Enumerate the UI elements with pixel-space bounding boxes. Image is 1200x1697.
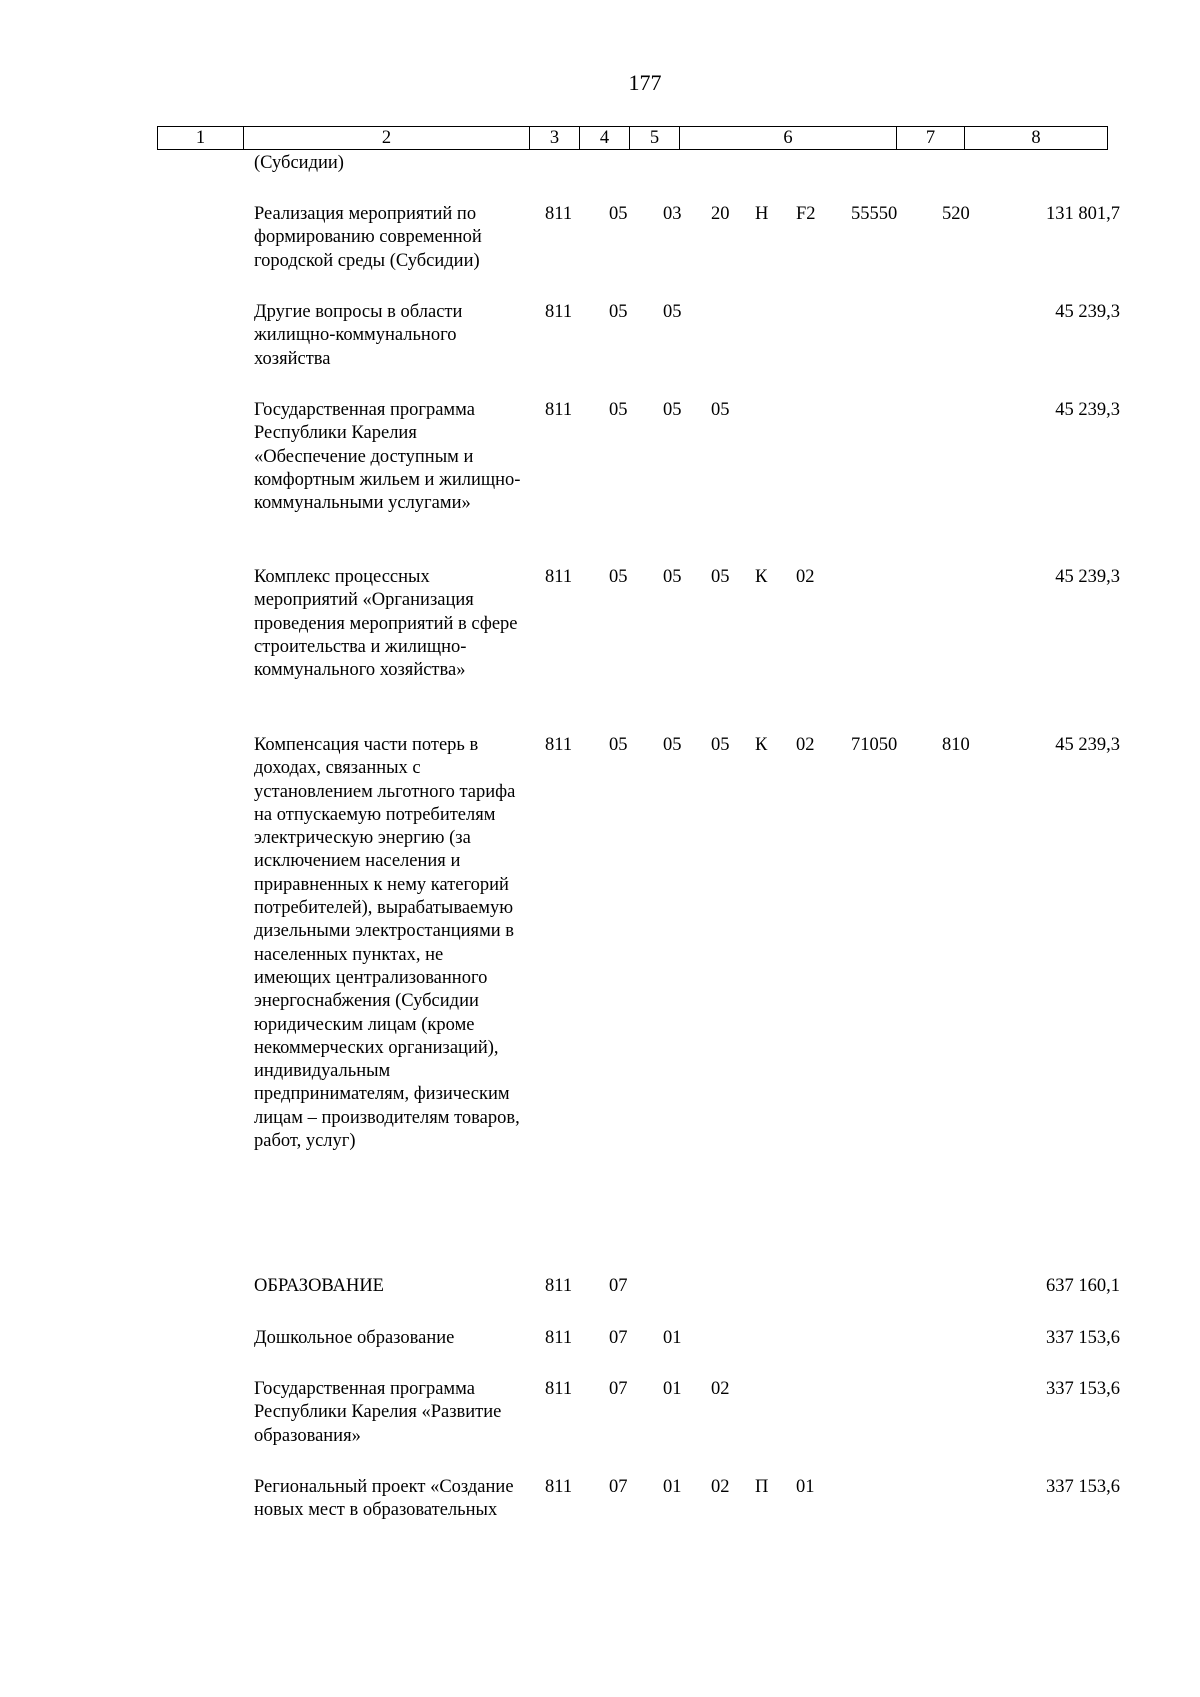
row-program: 05 bbox=[711, 400, 730, 420]
row-program: 05 bbox=[711, 567, 730, 587]
row-name: Реализация мероприятий по формированию современной городской среды (Субсидии) bbox=[254, 204, 482, 271]
row-kvsr: 811 bbox=[545, 567, 573, 587]
row-vr: 810 bbox=[942, 735, 970, 755]
row-pr: 05 bbox=[663, 302, 682, 322]
row-rz: 05 bbox=[609, 204, 628, 224]
row-kvsr: 811 bbox=[545, 204, 573, 224]
page-number: 177 bbox=[628, 70, 662, 95]
row-kvsr: 811 bbox=[545, 302, 573, 322]
row-subprogram: К bbox=[755, 567, 768, 587]
row-direction: 55550 bbox=[851, 204, 898, 224]
row-name: Дошкольное образование bbox=[254, 1328, 455, 1348]
row-subprogram: П bbox=[755, 1477, 769, 1497]
row-name: Компенсация части потерь в доходах, связанных с установлением льготного тарифа на отпускаемую потребителям электрическую энергию (за исключением населения и приравненных к нему категорий потребителей), вырабатываемую дизельными электростанциями в населенных пунктах, не имеющих централизованного энергоснабжения (Субсидии юридическим лицам (кроме некоммерческих организаций), индивидуальным предпринимателям, физическим лицам – производителям товаров, работ, услуг) bbox=[254, 735, 520, 1152]
header-col-5: 5 bbox=[630, 127, 680, 150]
row-sum: 45 239,3 bbox=[1055, 302, 1120, 322]
row-program: 05 bbox=[711, 735, 730, 755]
row-name: Другие вопросы в области жилищно-коммунального хозяйства bbox=[254, 302, 463, 369]
row-rz: 07 bbox=[609, 1328, 628, 1348]
row-kvsr: 811 bbox=[545, 1276, 573, 1296]
row-rz: 05 bbox=[609, 735, 628, 755]
header-col-3: 3 bbox=[530, 127, 580, 150]
row-rz: 07 bbox=[609, 1379, 628, 1399]
row-kvsr: 811 bbox=[545, 1328, 573, 1348]
row-sum: 637 160,1 bbox=[1046, 1276, 1120, 1296]
row-sum: 45 239,3 bbox=[1055, 735, 1120, 755]
row-pr: 01 bbox=[663, 1477, 682, 1497]
row-name: ОБРАЗОВАНИЕ bbox=[254, 1276, 384, 1296]
header-col-2: 2 bbox=[244, 127, 530, 150]
header-col-7: 7 bbox=[897, 127, 965, 150]
row-project: 02 bbox=[796, 567, 815, 587]
row-kvsr: 811 bbox=[545, 400, 573, 420]
row-kvsr: 811 bbox=[545, 735, 573, 755]
row-project: F2 bbox=[796, 204, 816, 224]
row-sum: 131 801,7 bbox=[1046, 204, 1120, 224]
row-vr: 520 bbox=[942, 204, 970, 224]
row-rz: 05 bbox=[609, 567, 628, 587]
row-name: Региональный проект «Создание новых мест в образовательных bbox=[254, 1477, 514, 1521]
column-header-table bbox=[157, 126, 1108, 150]
row-pr: 05 bbox=[663, 400, 682, 420]
row-sum: 337 153,6 bbox=[1046, 1379, 1120, 1399]
row-project: 02 bbox=[796, 735, 815, 755]
row-kvsr: 811 bbox=[545, 1477, 573, 1497]
row-pr: 03 bbox=[663, 204, 682, 224]
row-subprogram: Н bbox=[755, 204, 769, 224]
header-col-8: 8 bbox=[965, 127, 1108, 150]
row-direction: 71050 bbox=[851, 735, 898, 755]
row-rz: 07 bbox=[609, 1477, 628, 1497]
row-sum: 45 239,3 bbox=[1055, 567, 1120, 587]
row-sum: 337 153,6 bbox=[1046, 1477, 1120, 1497]
row-name: Государственная программа Республики Карелия «Развитие образования» bbox=[254, 1379, 502, 1446]
row-subprogram: К bbox=[755, 735, 768, 755]
header-col-1: 1 bbox=[158, 127, 244, 150]
row-pr: 01 bbox=[663, 1328, 682, 1348]
row-program: 02 bbox=[711, 1477, 730, 1497]
row-rz: 07 bbox=[609, 1276, 628, 1296]
header-col-4: 4 bbox=[580, 127, 630, 150]
row-project: 01 bbox=[796, 1477, 815, 1497]
row-program: 20 bbox=[711, 204, 730, 224]
header-col-6: 6 bbox=[680, 127, 897, 150]
row-pr: 01 bbox=[663, 1379, 682, 1399]
row-name: Государственная программа Республики Карелия «Обеспечение доступным и комфортным жильем и жилищно-коммунальными услугами» bbox=[254, 400, 521, 514]
row-pr: 05 bbox=[663, 567, 682, 587]
row-sum: 45 239,3 bbox=[1055, 400, 1120, 420]
row-kvsr: 811 bbox=[545, 1379, 573, 1399]
row-rz: 05 bbox=[609, 302, 628, 322]
row-program: 02 bbox=[711, 1379, 730, 1399]
row-name: (Субсидии) bbox=[254, 153, 344, 173]
row-rz: 05 bbox=[609, 400, 628, 420]
row-sum: 337 153,6 bbox=[1046, 1328, 1120, 1348]
row-name: Комплекс процессных мероприятий «Организация проведения мероприятий в сфере строительства и жилищно-коммунального хозяйства» bbox=[254, 567, 518, 681]
row-pr: 05 bbox=[663, 735, 682, 755]
